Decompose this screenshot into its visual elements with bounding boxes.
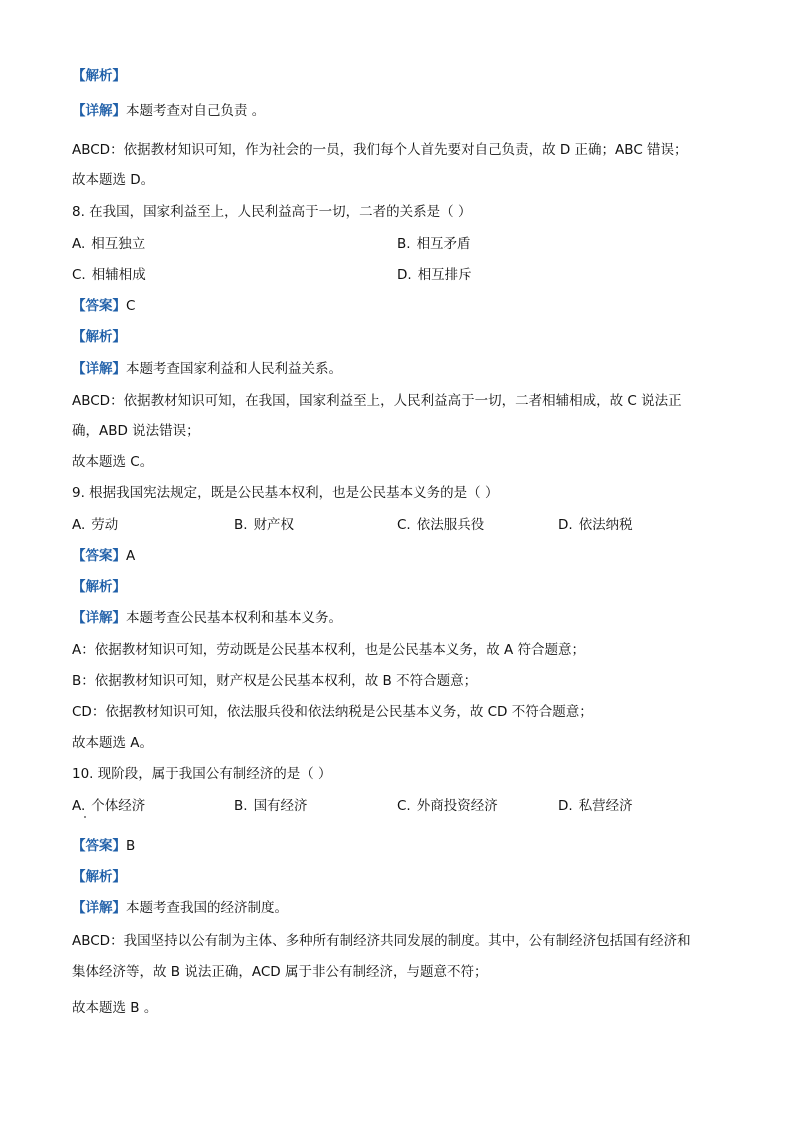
option-text: 相互排斥 [417, 267, 472, 283]
detail-line [72, 359, 342, 379]
option-b [234, 515, 294, 535]
detail-tag: 【详解】 [72, 361, 126, 377]
answer-line [72, 836, 135, 856]
option-letter: C. [397, 798, 411, 814]
question-9: 9. 根据我国宪法规定，既是公民基本权利，也是公民基本义务的是（ ） [72, 485, 499, 501]
detail-tag: 【详解】 [72, 900, 126, 916]
answer-tag: 【答案】 [72, 548, 126, 564]
option-d [558, 796, 633, 816]
option-c [397, 515, 484, 535]
analysis-heading: 【解析】 [72, 68, 126, 84]
option-d [397, 265, 472, 285]
conclusion: 故本题选 C。 [72, 454, 154, 470]
explanation-line: A：依据教材知识可知，劳动既是公民基本权利，也是公民基本义务，故 A 符合题意； [72, 642, 586, 658]
detail-line [72, 898, 288, 918]
option-letter: D. [558, 517, 573, 533]
option-text: 个体经济 [91, 798, 146, 814]
option-text: 依法服兵役 [416, 517, 485, 533]
option-letter: D. [558, 798, 573, 814]
explanation-line: 确，ABD 说法错误； [72, 423, 200, 439]
option-letter: A. [72, 236, 86, 252]
detail-line [72, 608, 342, 628]
option-letter: C. [72, 267, 86, 283]
option-c [72, 265, 146, 285]
option-letter: A. [72, 517, 86, 533]
analysis-heading: 【解析】 [72, 869, 126, 885]
detail-text: 本题考查公民基本权利和基本义务。 [126, 610, 342, 626]
answer-value: C [126, 298, 136, 314]
option-letter: B. [234, 517, 248, 533]
option-a [72, 796, 145, 816]
option-text: 财产权 [253, 517, 295, 533]
option-letter: B. [397, 236, 411, 252]
option-text: 私营经济 [578, 798, 633, 814]
detail-text: 本题考查我国的经济制度。 [126, 900, 288, 916]
option-b [397, 234, 471, 254]
conclusion: 故本题选 B 。 [72, 1000, 158, 1016]
explanation-line: B：依据教材知识可知，财产权是公民基本权利，故 B 不符合题意； [72, 673, 478, 689]
answer-tag: 【答案】 [72, 838, 126, 854]
option-letter: C. [397, 517, 411, 533]
option-letter: D. [397, 267, 412, 283]
detail-text: 本题考查对自己负责 。 [126, 103, 266, 119]
detail-line [72, 101, 265, 121]
option-letter: A. [72, 798, 86, 814]
option-letter: B. [234, 798, 248, 814]
option-text: 相互矛盾 [416, 236, 471, 252]
answer-tag: 【答案】 [72, 298, 126, 314]
answer-value: A [126, 548, 136, 564]
option-text: 外商投资经济 [416, 798, 498, 814]
explanation-line: CD：依据教材知识可知，依法服兵役和依法纳税是公民基本义务，故 CD 不符合题意； [72, 704, 593, 720]
option-text: 国有经济 [253, 798, 308, 814]
explanation-line: ABCD：依据教材知识可知，在我国，国家利益至上，人民利益高于一切，二者相辅相成，故 C 说法正 [72, 393, 682, 409]
option-d [558, 515, 633, 535]
option-text: 依法纳税 [578, 517, 633, 533]
option-c [397, 796, 498, 816]
conclusion: 故本题选 A。 [72, 735, 154, 751]
option-b [234, 796, 308, 816]
stray-mark [84, 816, 86, 818]
option-text: 劳动 [91, 517, 119, 533]
analysis-heading: 【解析】 [72, 329, 126, 345]
detail-tag: 【详解】 [72, 610, 126, 626]
option-a [72, 515, 118, 535]
question-8: 8. 在我国，国家利益至上，人民利益高于一切，二者的关系是（ ） [72, 204, 472, 220]
detail-text: 本题考查国家利益和人民利益关系。 [126, 361, 342, 377]
answer-line [72, 546, 135, 566]
conclusion: 故本题选 D。 [72, 172, 155, 188]
explanation-line: ABCD：我国坚持以公有制为主体、多种所有制经济共同发展的制度。其中，公有制经济包括国有经济和 [72, 933, 691, 949]
question-10: 10. 现阶段，属于我国公有制经济的是（ ） [72, 766, 332, 782]
option-a [72, 234, 145, 254]
explanation-line: 集体经济等，故 B 说法正确，ACD 属于非公有制经济，与题意不符； [72, 964, 488, 980]
answer-value: B [126, 838, 136, 854]
option-text: 相辅相成 [91, 267, 146, 283]
option-text: 相互独立 [91, 236, 146, 252]
answer-line [72, 296, 135, 316]
detail-tag: 【详解】 [72, 103, 126, 119]
analysis-heading: 【解析】 [72, 579, 126, 595]
explanation-line: ABCD：依据教材知识可知，作为社会的一员，我们每个人首先要对自己负责，故 D 正确；ABC 错误； [72, 142, 688, 158]
